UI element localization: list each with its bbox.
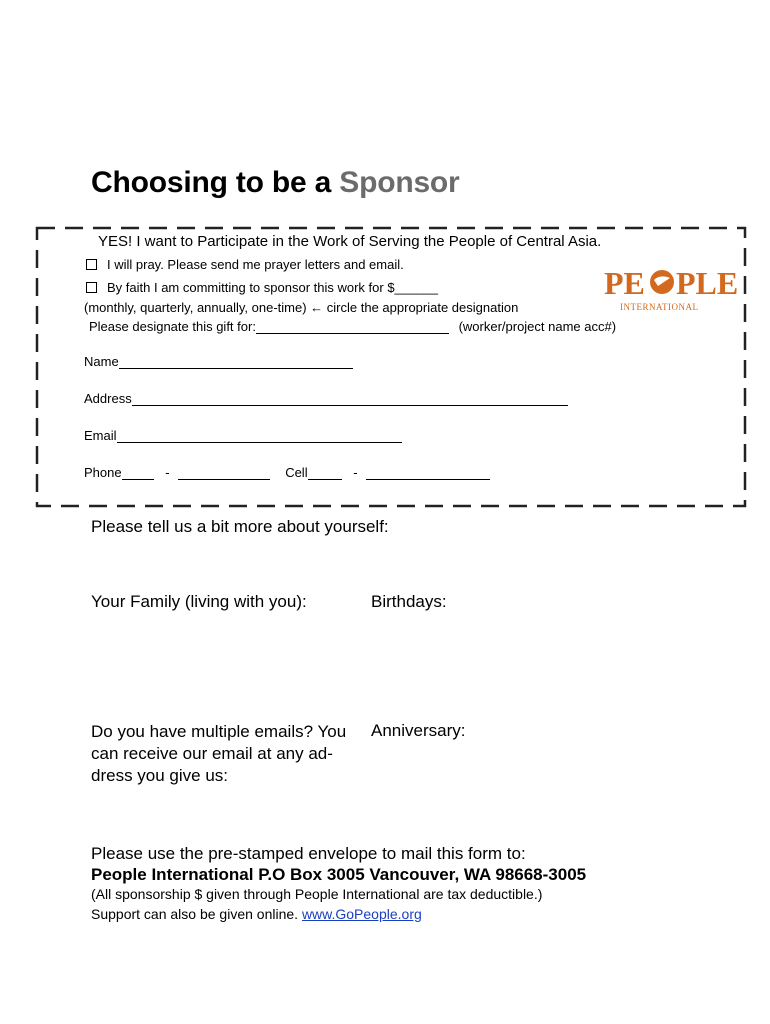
multiple-emails-question — [91, 721, 346, 787]
frequency-options: (monthly, quarterly, annually, one-time) — [84, 300, 307, 315]
name-field[interactable] — [119, 354, 353, 369]
commit-checkbox[interactable] — [86, 282, 97, 293]
frequency-line — [84, 300, 518, 315]
pray-checkbox[interactable] — [86, 259, 97, 270]
phone-dash: - — [165, 465, 170, 480]
email-label: Email — [84, 428, 117, 443]
address-row — [84, 391, 568, 406]
designate-line — [89, 319, 616, 334]
phone-row — [84, 465, 490, 480]
option-commit[interactable] — [86, 280, 438, 295]
emails-line-3: dress you give us: — [91, 766, 229, 785]
cell-area-field[interactable] — [308, 465, 342, 480]
tax-note: (All sponsorship $ given through People International are tax deductible.) — [91, 886, 543, 902]
email-field[interactable] — [117, 428, 402, 443]
logo-text-pe: PE — [604, 265, 645, 301]
designate-note: (worker/project name acc#) — [458, 319, 617, 334]
online-support-text: Support can also be given online. — [91, 906, 302, 922]
mailing-address: People International P.O Box 3005 Vancouver, WA 98668-3005 — [91, 865, 587, 884]
designate-label: Please designate this gift for: — [89, 319, 256, 334]
emails-line-1: Do you have multiple emails? You — [91, 722, 347, 741]
mail-instruction: Please use the pre-stamped envelope to mail this form to: — [91, 844, 526, 863]
cell-dash: - — [353, 465, 358, 480]
address-label: Address — [84, 391, 132, 406]
emails-line-2: can receive our email at any ad- — [91, 744, 333, 763]
email-row — [84, 428, 402, 443]
title-main: Choosing to be a — [91, 166, 340, 199]
left-arrow-icon: ← — [310, 300, 324, 315]
designate-field[interactable] — [256, 319, 449, 334]
cell-label: Cell — [285, 465, 308, 480]
address-field[interactable] — [132, 391, 568, 406]
website-link[interactable]: www.GoPeople.org — [301, 906, 422, 922]
option-pray-label: I will pray. Please send me prayer letters and email. — [107, 257, 404, 272]
people-international-logo — [600, 262, 739, 314]
phone-label: Phone — [84, 465, 122, 480]
anniversary-label: Anniversary: — [371, 721, 466, 740]
option-pray[interactable] — [86, 257, 404, 272]
online-support-line — [91, 906, 422, 922]
family-label: Your Family (living with you): — [91, 592, 307, 611]
phone-number-field[interactable] — [178, 465, 270, 480]
frequency-note: circle the appropriate designation — [326, 300, 519, 315]
birthdays-label: Birthdays: — [371, 592, 447, 611]
name-label: Name — [84, 354, 119, 369]
logo-subtitle: INTERNATIONAL — [620, 302, 699, 312]
name-row — [84, 354, 353, 369]
cell-number-field[interactable] — [366, 465, 490, 480]
about-prompt: Please tell us a bit more about yourself: — [91, 517, 389, 536]
phone-area-field[interactable] — [122, 465, 154, 480]
option-commit-label: By faith I am committing to sponsor this work for $______ — [107, 280, 438, 295]
form-heading: YES! I want to Participate in the Work of Serving the People of Central Asia. — [98, 233, 602, 250]
title-accent: Sponsor — [339, 166, 460, 199]
logo-text-ple: PLE — [676, 265, 739, 301]
